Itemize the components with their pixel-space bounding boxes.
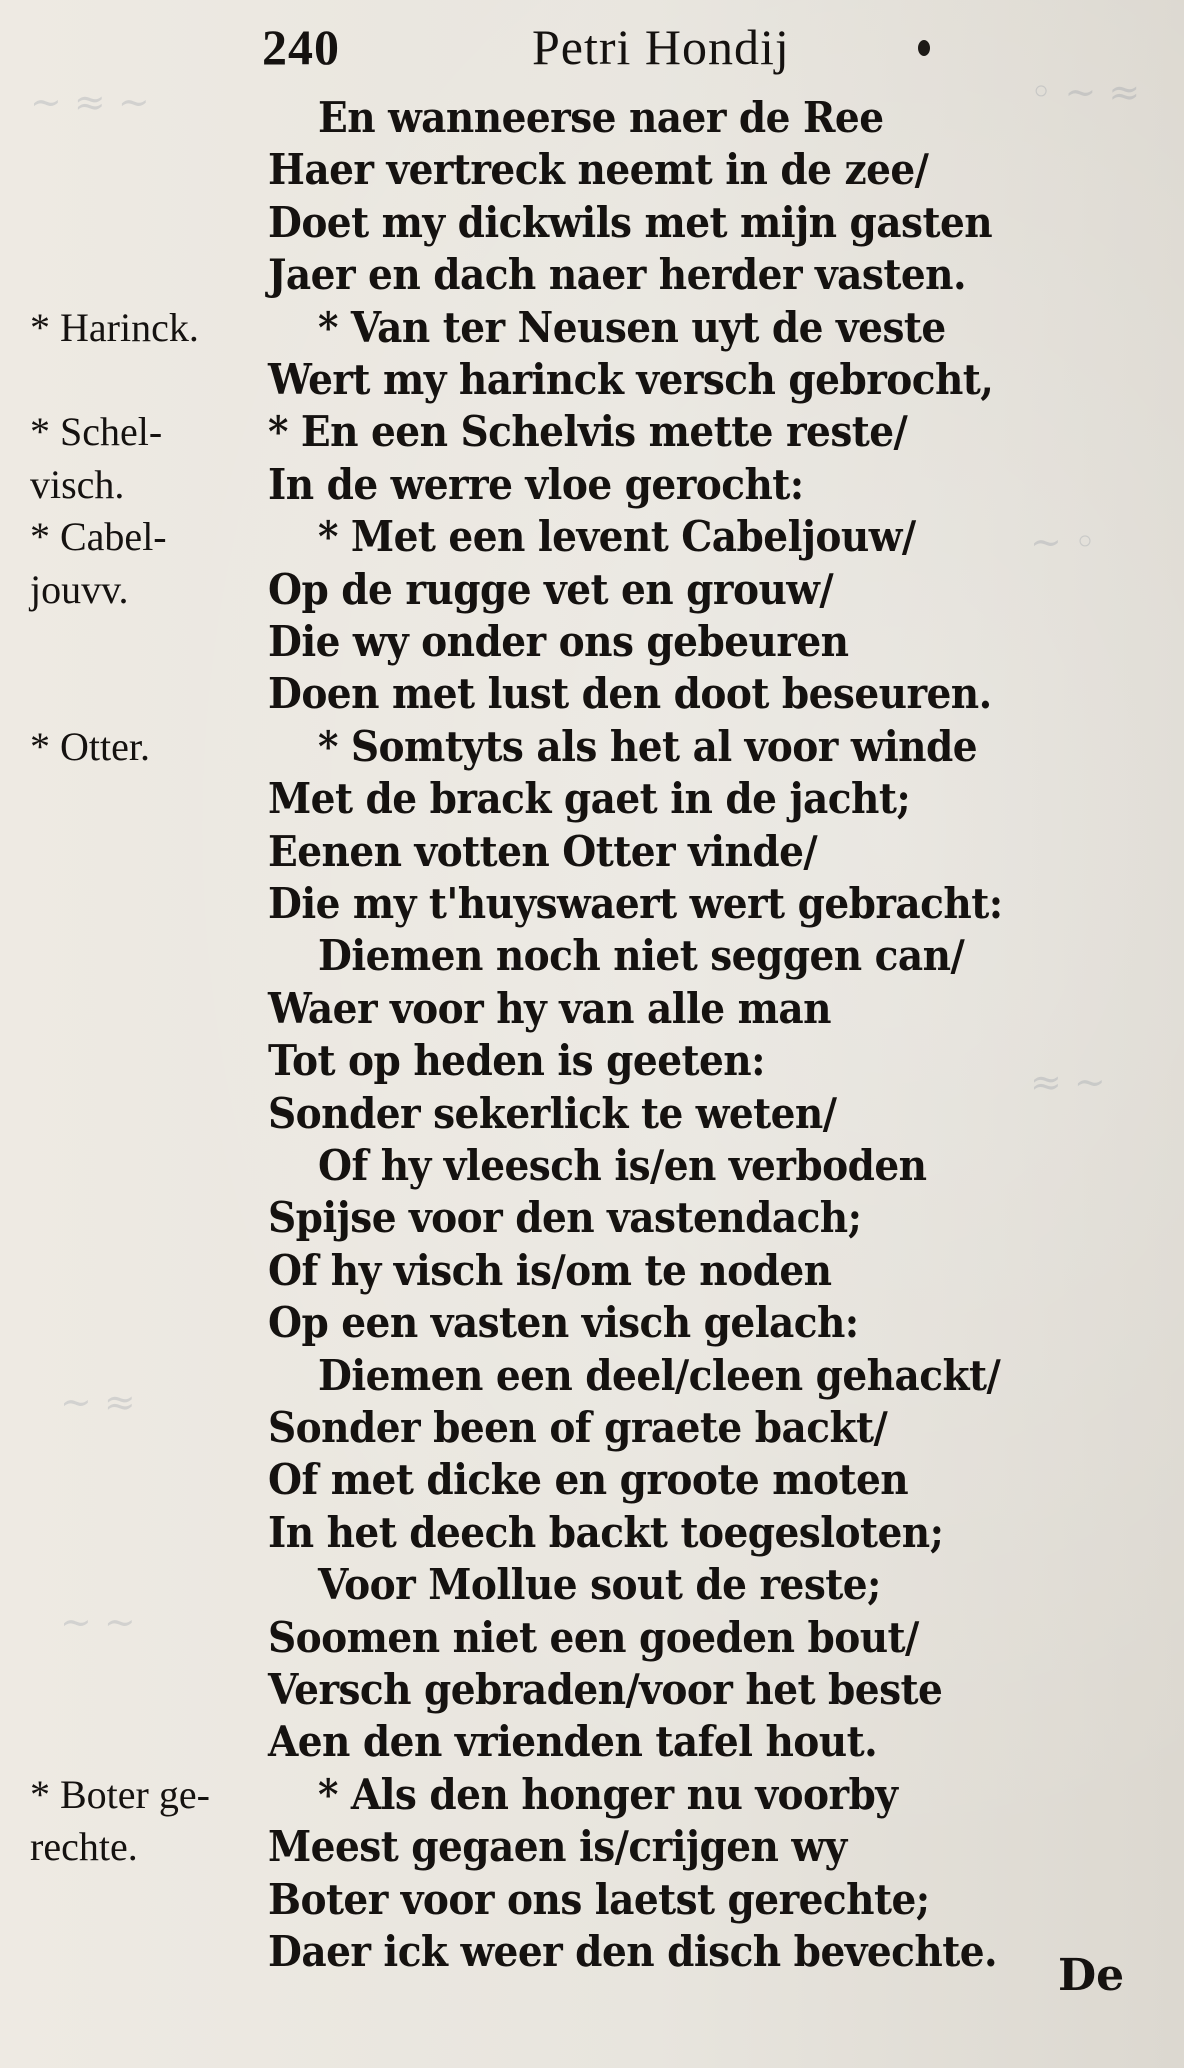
page-header: [0, 18, 1184, 78]
verse-line: Doen met lust den doot beseuren.: [268, 669, 992, 719]
verse-line: Sonder sekerlick te weten/: [268, 1088, 837, 1138]
bleed-through-mark: ∼ ≈ ∼: [30, 80, 150, 124]
verse-line: Boter voor ons laetst gerechte;: [268, 1874, 930, 1924]
margin-note: visch.: [30, 461, 125, 507]
margin-note: jouvv.: [30, 566, 129, 612]
margin-note: * Boter ge-: [30, 1771, 210, 1817]
bleed-through-mark: ∼ ≈: [60, 1380, 136, 1424]
verse-line: * Als den honger nu voorby: [318, 1769, 898, 1819]
verse-line: Diemen noch niet seggen can/: [318, 931, 965, 981]
verse-line: Tot op heden is geeten:: [268, 1036, 765, 1086]
margin-note: * Otter.: [30, 723, 150, 769]
verse-line: In de werre vloe gerocht:: [268, 459, 804, 509]
verse-line: Of met dicke en groote moten: [268, 1455, 909, 1505]
verse-line: Die wy onder ons gebeuren: [268, 617, 849, 666]
verse-line: Haer vertreck neemt in de zee/: [268, 145, 929, 195]
verse-line: * En een Schelvis mette reste/: [268, 407, 908, 457]
page-number: 240: [262, 19, 340, 75]
bleed-through-mark: ≈ ∼: [1030, 1060, 1106, 1104]
verse-line: * Met een levent Cabeljouw/: [318, 512, 916, 562]
verse-line: Versch gebraden/voor het beste: [268, 1665, 943, 1714]
verse-line: Spijse voor den vastendach;: [268, 1193, 862, 1243]
verse-line: Waer voor hy van alle man: [268, 983, 832, 1033]
verse-line: Aen den vrienden tafel hout.: [268, 1717, 878, 1767]
verse-line: Of hy vleesch is/en verboden: [318, 1141, 927, 1190]
bleed-through-mark: ∼ ◦: [1030, 520, 1097, 564]
bleed-through-mark: ◦ ∼ ≈: [1030, 70, 1141, 114]
running-head: Petri Hondij: [532, 19, 790, 75]
verse-line: Eenen votten Otter vinde/: [268, 826, 818, 876]
verse-line: Sonder been of graete backt/: [268, 1403, 888, 1452]
verse-line: In het deech backt toegesloten;: [268, 1507, 944, 1557]
verse-line: Die my t'huyswaert wert gebracht:: [268, 879, 1003, 928]
verse-line: Daer ick weer den disch bevechte.: [268, 1927, 998, 1976]
bleed-through-mark: ∼ ∼: [60, 1600, 136, 1644]
verse-line: Of hy visch is/om te noden: [268, 1245, 832, 1295]
verse-line: Diemen een deel/cleen gehackt/: [318, 1350, 1001, 1400]
verse-line: Jaer en dach naer herder vasten.: [268, 250, 967, 300]
verse-line: Met de brack gaet in de jacht;: [268, 774, 911, 824]
catchword: De: [1058, 1950, 1125, 2001]
margin-note: * Harinck.: [30, 304, 199, 350]
verse-line: Op een vasten visch gelach:: [268, 1298, 859, 1348]
verse-line: Doet my dickwils met mijn gasten: [268, 197, 993, 247]
verse-line: Soomen niet een goeden bout/: [268, 1612, 919, 1662]
verse-line: En wanneerse naer de Ree: [318, 93, 884, 142]
margin-note: rechte.: [30, 1824, 138, 1870]
margin-note: * Cabel-: [30, 514, 167, 560]
verse-line: Op de rugge vet en grouw/: [268, 564, 834, 614]
verse-line: Meest gegaen is/crijgen wy: [268, 1822, 847, 1872]
verse-line: * Somtyts als het al voor winde: [318, 721, 978, 771]
verse-line: Voor Mollue sout de reste;: [318, 1560, 881, 1610]
verse-line: * Van ter Neusen uyt de veste: [318, 302, 946, 352]
verse-line: Wert my harinck versch gebrocht,: [268, 355, 994, 404]
ink-spot: [918, 40, 930, 56]
margin-note: * Schel-: [30, 409, 163, 455]
